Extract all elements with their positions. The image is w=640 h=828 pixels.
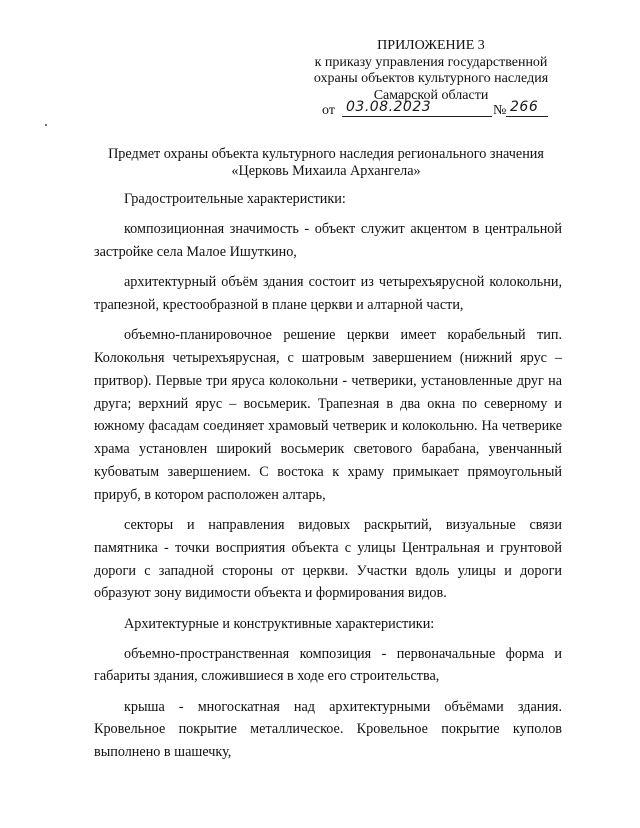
number-label: № [493,103,507,118]
scan-speck [45,124,47,126]
document-title [90,146,562,179]
document-body [94,188,562,764]
order-reference-line-1: к приказу управления государственной [314,54,548,70]
handwritten-date: 03.08.2023 [346,99,432,115]
paragraph-volume: архитектурный объём здания состоит из четырехъярусной колокольни, трапезной, крестообразной в плане церкви и алтарной части, [94,274,562,313]
appendix-header [300,38,562,104]
title-line-1: Предмет охраны объекта культурного наследия регионального значения [108,146,544,162]
paragraph-composition: композиционная значимость - объект служит акцентом в центральной застройке села Малое Ишуткино, [94,221,562,260]
paragraph-roof: крыша - многоскатная над архитектурными объёмами здания. Кровельное покрытие металлическое. Кровельное покрытие куполов выполнено в шашечку, [94,698,562,761]
number-underline [506,116,548,117]
appendix-title: ПРИЛОЖЕНИЕ 3 [377,38,485,53]
order-reference-line-2: охраны объектов культурного наследия [313,71,549,86]
paragraph-spatial: объемно-пространственная композиция - первоначальные форма и габариты здания, сложившиеся в ходе его строительства, [94,645,562,685]
order-reference-line-3: Самарской области [373,87,489,103]
paragraph-planning: объемно-планировочное решение церкви имеет корабельный тип. Колокольня четырехъярусная, с шатровым завершением (нижний ярус – притвор). Первые три яруса колокольни - четверики, установленные друг на друга; верхний ярус – восьмерик. Трапезная в два окна по северному и южному фасадам соединяет храмовый четверик и колокольню. На четверике храма установлен широкий восьмерик светового барабана, увенчанный кубоватым завершением. С востока к храму примыкает прямоугольный прируб, в котором расположен алтарь, [94,327,562,503]
from-label: от [322,103,335,118]
urban-heading: Градостроительные характеристики: [124,191,346,207]
title-line-2: «Церковь Михаила Архангела» [231,162,421,179]
arch-heading: Архитектурные и конструктивные характеристики: [124,615,435,632]
paragraph-views: секторы и направления видовых раскрытий, визуальные связи памятника - точки восприятия объекта с улицы Центральная и грунтовой дороги с западной стороны от церкви. Участки вдоль улицы и дороги образуют зону видимости объекта и формирования видов. [94,516,562,602]
order-date-number-line [300,98,562,120]
handwritten-number: 266 [510,99,539,115]
date-underline [342,116,492,117]
